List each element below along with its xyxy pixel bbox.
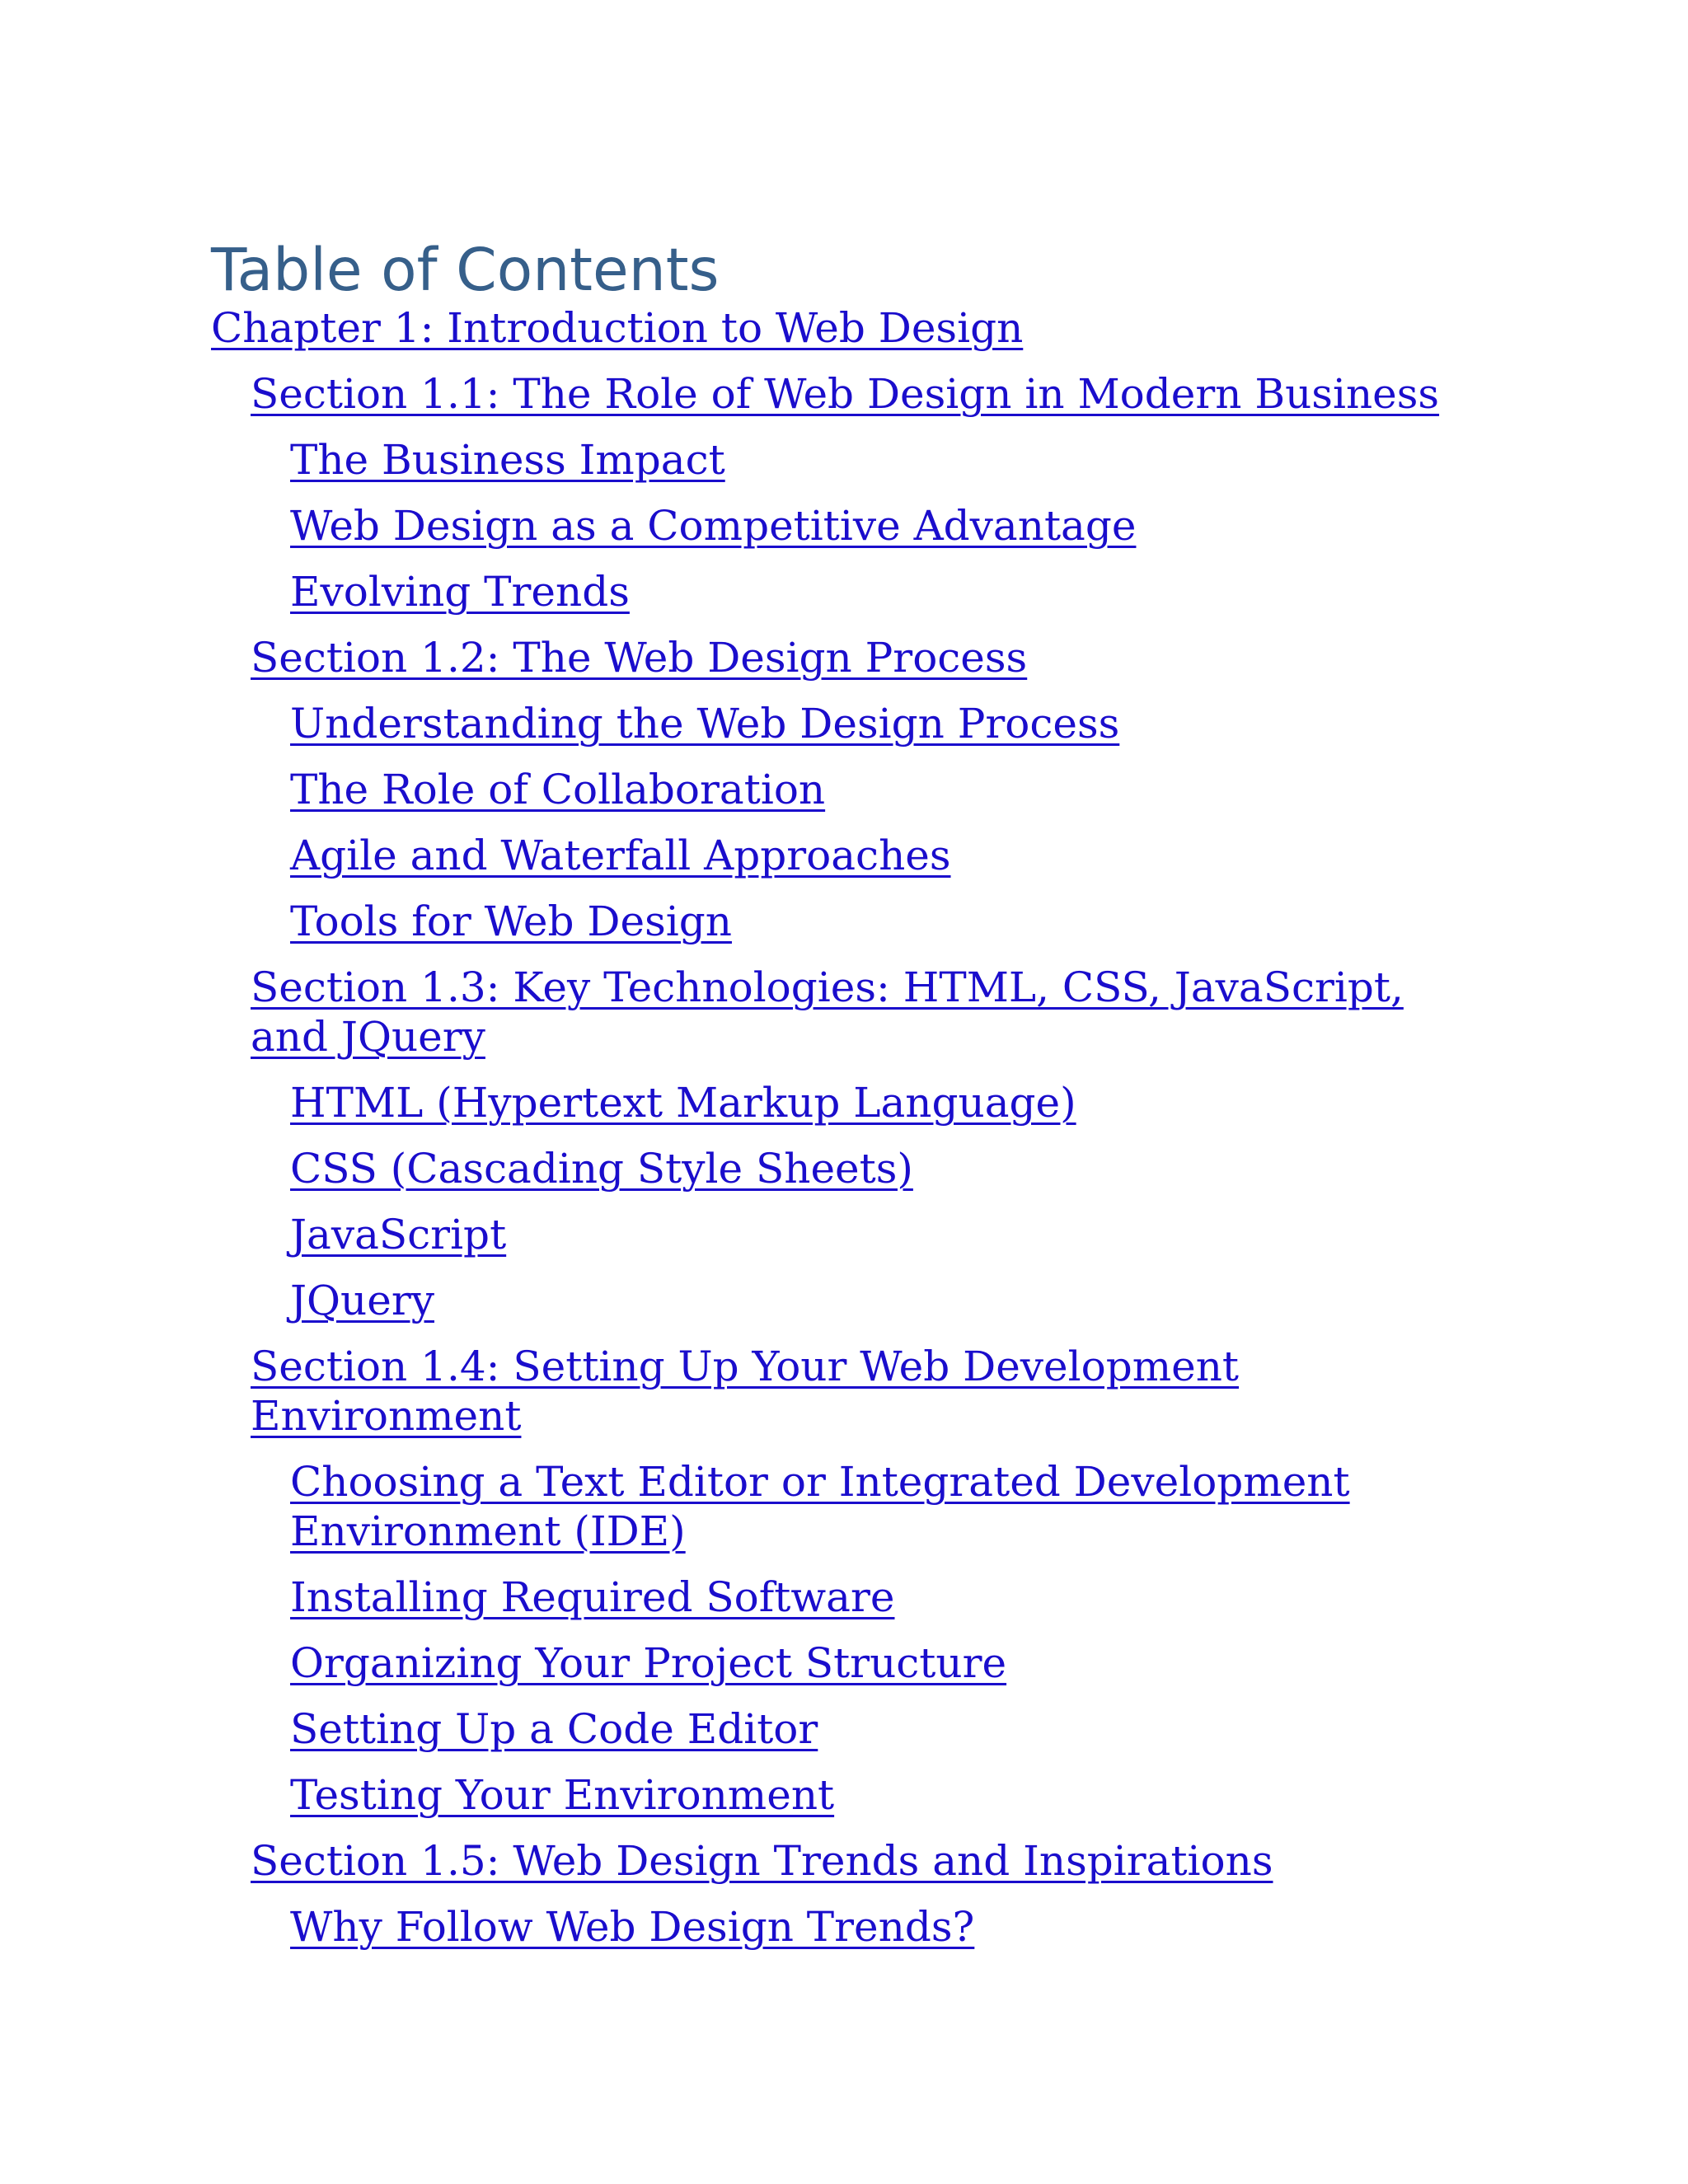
toc-link-evolving-trends[interactable]: Evolving Trends [290, 568, 630, 616]
toc-link-agile-waterfall[interactable]: Agile and Waterfall Approaches [290, 832, 951, 879]
toc-link-section-1-5[interactable]: Section 1.5: Web Design Trends and Inspirations [251, 1837, 1273, 1885]
toc-link-why-follow-trends[interactable]: Why Follow Web Design Trends? [290, 1903, 975, 1951]
toc-link-role-of-collaboration[interactable]: The Role of Collaboration [290, 766, 826, 813]
toc-link-javascript[interactable]: JavaScript [290, 1211, 507, 1258]
toc-link-section-1-1[interactable]: Section 1.1: The Role of Web Design in Modern Business [251, 370, 1440, 418]
toc-link-business-impact[interactable]: The Business Impact [290, 436, 725, 484]
toc-subsection [211, 1572, 1497, 1622]
toc-link-section-1-2[interactable]: Section 1.2: The Web Design Process [251, 634, 1028, 682]
toc-link-section-1-4[interactable]: Section 1.4: Setting Up Your Web Development Environment [251, 1343, 1240, 1440]
toc-link-understanding-process[interactable]: Understanding the Web Design Process [290, 700, 1120, 748]
toc-subsection [211, 1704, 1497, 1754]
toc-section-1-3 [211, 963, 1497, 1062]
toc-subsection [211, 897, 1497, 946]
toc-link-jquery[interactable]: JQuery [290, 1277, 434, 1324]
table-of-contents [211, 303, 1497, 1968]
toc-subsection [211, 1902, 1497, 1952]
toc-subsection [211, 765, 1497, 814]
toc-link-code-editor[interactable]: Setting Up a Code Editor [290, 1705, 818, 1753]
toc-link-tools-for-web-design[interactable]: Tools for Web Design [290, 898, 732, 945]
toc-chapter-1 [211, 303, 1497, 353]
toc-section-1-4 [211, 1342, 1497, 1441]
toc-subsection [211, 1210, 1497, 1259]
toc-subsection [211, 1078, 1497, 1127]
toc-subsection [211, 1457, 1497, 1556]
toc-link-choosing-editor-ide[interactable]: Choosing a Text Editor or Integrated Development Environment (IDE) [290, 1458, 1350, 1555]
toc-subsection [211, 501, 1497, 551]
toc-subsection [211, 435, 1497, 485]
toc-subsection [211, 1276, 1497, 1325]
toc-link-section-1-3[interactable]: Section 1.3: Key Technologies: HTML, CSS, JavaScript, and JQuery [251, 963, 1404, 1061]
toc-subsection [211, 831, 1497, 880]
toc-link-css[interactable]: CSS (Cascading Style Sheets) [290, 1145, 913, 1193]
toc-link-project-structure[interactable]: Organizing Your Project Structure [290, 1639, 1007, 1687]
toc-subsection [211, 1144, 1497, 1193]
toc-section-1-5 [211, 1836, 1497, 1886]
toc-link-chapter-1[interactable]: Chapter 1: Introduction to Web Design [211, 304, 1024, 352]
toc-section-1-1 [211, 369, 1497, 419]
page-title: Table of Contents [211, 236, 720, 304]
toc-subsection [211, 567, 1497, 616]
toc-link-installing-software[interactable]: Installing Required Software [290, 1573, 895, 1621]
toc-subsection [211, 699, 1497, 748]
toc-link-competitive-advantage[interactable]: Web Design as a Competitive Advantage [290, 502, 1137, 550]
toc-section-1-2 [211, 633, 1497, 682]
toc-link-html[interactable]: HTML (Hypertext Markup Language) [290, 1079, 1076, 1127]
toc-link-testing-environment[interactable]: Testing Your Environment [290, 1771, 835, 1819]
toc-subsection [211, 1638, 1497, 1688]
toc-subsection [211, 1770, 1497, 1820]
